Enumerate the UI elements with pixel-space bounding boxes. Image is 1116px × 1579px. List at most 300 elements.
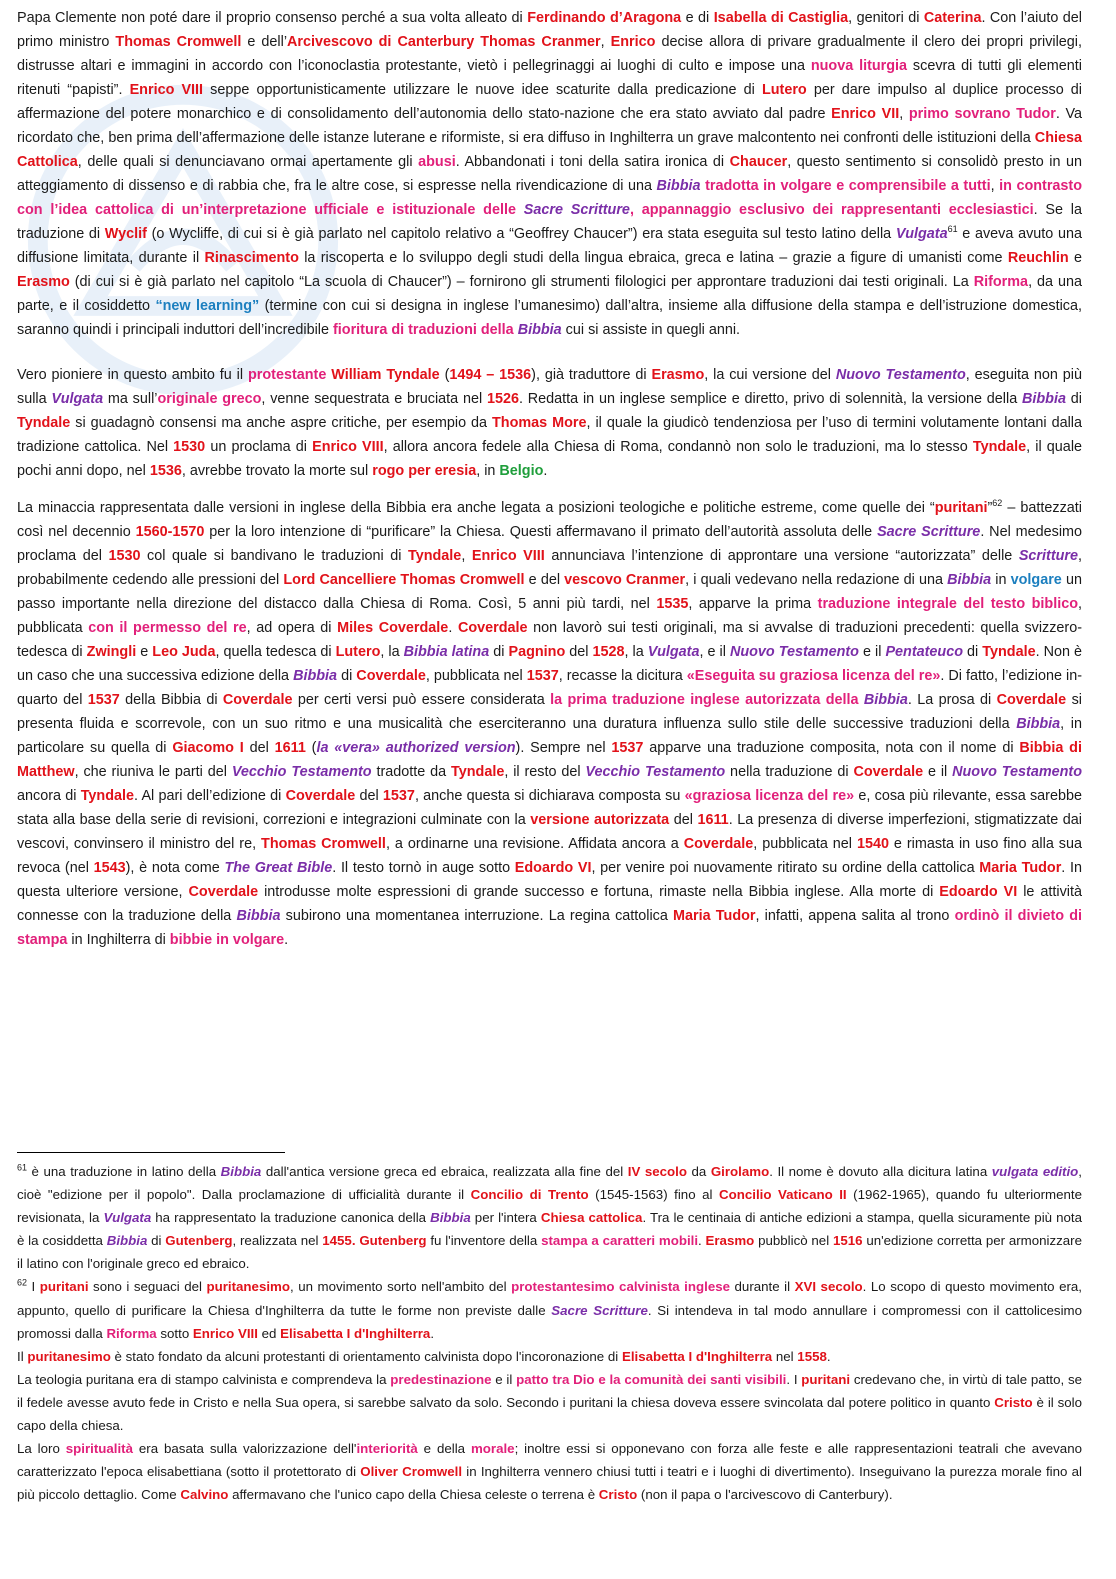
highlighted-term: Bibbia <box>220 1164 262 1179</box>
text-run: durante il <box>730 1279 795 1295</box>
highlighted-term: puritani <box>801 1371 851 1387</box>
text-run: cui si assiste in quegli anni. <box>561 322 741 338</box>
text-run: I <box>27 1279 40 1295</box>
text-run: e, cosa più rilevante, essa sarebbe stata alla base della serie di revisioni, correzioni e integrazioni culminate con la <box>17 788 1082 828</box>
text-run: , in particolare su quella di <box>17 716 1082 756</box>
text-run: , anche questa si dichiarava composta su <box>414 788 685 804</box>
text-run: , il quale la giudicò tendenziosa per l’uso di termini volutamente lontani dalla tradizione cattolica. Nel <box>17 415 1082 455</box>
highlighted-term: William Tyndale <box>331 367 440 383</box>
highlighted-term: Caterina <box>923 10 982 26</box>
text-run: , venne sequestrata e bruciata nel <box>261 391 487 407</box>
highlighted-term: Lutero <box>761 82 807 98</box>
highlighted-term: Coverdale <box>996 692 1067 708</box>
text-run: e rimasta in uso fino alla sua revoca (nel <box>17 836 1082 876</box>
highlighted-term: tradotta in volgare e comprensibile a tutti <box>705 178 991 194</box>
text-run: e della <box>417 1441 471 1457</box>
text-run: . <box>698 1233 706 1249</box>
text-run: La minaccia rappresentata dalle versioni in inglese della Bibbia era anche legata a posizioni teologiche e politiche estreme, come quelle dei “ <box>17 500 935 516</box>
text-run: del <box>565 644 593 660</box>
highlighted-term: Sacre Scritture <box>551 1302 648 1318</box>
text-run: Vero pioniere in questo ambito fu il <box>17 367 248 383</box>
text-run: , delle quali si denunciavano ormai apertamente gli <box>77 154 419 170</box>
text-run: un'edizione corretta per armonizzare il latino con l'originale greco ed ebraico. <box>17 1233 1082 1272</box>
highlighted-term: Gutenberg <box>359 1233 427 1249</box>
highlighted-term: stampa a caratteri mobili <box>541 1233 699 1249</box>
text-run: e aveva avuto una diffusione limitata, durante il <box>17 226 1082 266</box>
text-run: , i quali vedevano nella redazione di una <box>685 572 948 588</box>
text-run: . Nel medesimo proclama del <box>17 524 1083 564</box>
highlighted-term: Nuovo Testamento <box>729 644 859 660</box>
highlighted-term: patto tra Dio e la comunità dei santi visibili <box>516 1371 787 1387</box>
text-run: , questo sentimento si consolidò presto in un atteggiamento di dissenso e di rabbia che, fra le altre cose, si espresse nella rivendicazione di una <box>17 154 1083 194</box>
text-run: , il quale pochi anni dopo, nel <box>17 439 1083 479</box>
text-run: , recasse la dicitura <box>558 668 687 684</box>
highlighted-term: la «vera» authorized version <box>316 740 516 756</box>
text-run: e <box>1068 250 1082 266</box>
highlighted-term: 1537 <box>87 692 120 708</box>
text-run: , eseguita non più sulla <box>17 367 1083 407</box>
highlighted-term: 1526 <box>486 391 519 407</box>
highlighted-term: Tyndale <box>982 644 1036 660</box>
text-run: . <box>448 620 458 636</box>
highlighted-term: Reuchlin <box>1007 250 1069 266</box>
text-run: nel <box>772 1348 798 1364</box>
text-run: . In questa ulteriore versione, <box>17 860 1083 900</box>
text-run: ( <box>439 367 450 383</box>
highlighted-term: 1537 <box>611 740 644 756</box>
highlighted-term: puritanesimo <box>27 1348 111 1364</box>
highlighted-term: Coverdale <box>356 668 426 684</box>
highlighted-term: Vecchio Testamento <box>585 764 726 780</box>
text-run: del <box>355 788 383 804</box>
footnote-62 <box>17 1275 1082 1344</box>
highlighted-term: versione autorizzata <box>530 812 670 828</box>
highlighted-term: con il permesso del re <box>88 620 247 636</box>
highlighted-term: 1494 – 1536 <box>449 367 532 383</box>
text-run: ha rappresentato la traduzione canonica della <box>151 1210 431 1226</box>
text-run: . <box>826 1348 831 1364</box>
text-run: la riscoperta e lo sviluppo degli studi della lingua ebraica, greca e latina – grazie a figure di umanisti come <box>298 250 1008 266</box>
highlighted-term: Ferdinando d’Aragona <box>527 10 682 26</box>
highlighted-term: vescovo Cranmer <box>564 572 686 588</box>
text-run: della Bibbia di <box>119 692 223 708</box>
text-run: del <box>243 740 275 756</box>
highlighted-term: XVI secolo <box>794 1279 863 1295</box>
text-run: scevra di tutti gli elementi ritenuti “papisti”. <box>17 58 1082 98</box>
highlighted-term: Arcivescovo di Canterbury Thomas Cranmer <box>287 34 601 50</box>
text-run: , genitori di <box>848 10 924 26</box>
highlighted-term: Coverdale <box>285 788 356 804</box>
highlighted-term: Enrico VII <box>831 106 900 122</box>
highlighted-term: Tyndale <box>972 439 1027 455</box>
highlighted-term: 1535 <box>656 596 689 612</box>
text-run: , avrebbe trovato la morte sul <box>181 463 373 479</box>
highlighted-term: Enrico VIII <box>312 439 384 455</box>
highlighted-term: Sacre Scritture <box>523 202 630 218</box>
highlighted-term: abusi <box>418 154 456 170</box>
text-run: di <box>337 668 357 684</box>
highlighted-term: Tyndale <box>408 548 462 564</box>
highlighted-term: Bibbia di Matthew <box>17 740 1082 780</box>
text-run: , per venire poi nuovamente ritirato su ordine della cattolica <box>591 860 980 876</box>
highlighted-term: Nuovo Testamento <box>835 367 966 383</box>
highlighted-term: Erasmo <box>17 274 70 290</box>
highlighted-term: Tyndale <box>17 415 71 431</box>
text-run: . Lo scopo di questo movimento era, appunto, quello di purificare la Chiesa d'Inghilterra da tutte le forme non previste dalle <box>17 1279 1082 1318</box>
highlighted-term: spiritualità <box>65 1441 133 1457</box>
highlighted-term: Coverdale <box>683 836 754 852</box>
text-run: . La prosa di <box>907 692 997 708</box>
highlighted-term: 1611 <box>697 812 729 828</box>
text-run: , pubblicata nel <box>425 668 527 684</box>
paragraph-1 <box>17 6 1082 342</box>
text-run: pubblicò nel <box>754 1233 833 1249</box>
highlighted-term: Tyndale <box>80 788 134 804</box>
text-run: . Al pari dell’edizione di <box>134 788 286 804</box>
text-run: da <box>686 1164 711 1179</box>
text-run: , <box>600 34 611 50</box>
text-run: è stato fondato da alcuni protestanti di orientamento calvinista dopo l'incoronazione di <box>110 1348 622 1364</box>
text-run: introdusse molte espressioni di grande successo e fortuna, rimaste nella Bibbia inglese. Alla morte di <box>258 884 940 900</box>
text-run: le attività connesse con la traduzione della <box>17 884 1082 924</box>
text-run: , e il <box>699 644 730 660</box>
highlighted-term: puritani <box>934 500 988 516</box>
text-run: . Il testo tornò in auge sotto <box>332 860 515 876</box>
text-run: . Con l’aiuto del primo ministro <box>17 10 1082 50</box>
footnote-separator <box>17 1152 285 1153</box>
text-run: . <box>284 932 289 948</box>
footnote-ref: 62 <box>992 498 1003 509</box>
text-run: ancora di <box>17 788 81 804</box>
highlighted-term: puritanesimo <box>206 1279 290 1295</box>
highlighted-term: Cristo <box>598 1487 638 1503</box>
text-run: La teologia puritana era di stampo calvinista e comprendeva la <box>17 1371 391 1387</box>
highlighted-term: Scritture <box>1018 548 1079 564</box>
text-run: e il <box>858 644 886 660</box>
text-run: credevano che, in virtù di tale patto, se il fedele avesse avuto fede in Cristo e nella Sua opera, si sarebbe salvato da solo. Secondo i puritani la chiesa doveva essere svincolata dal potere politico in quanto <box>17 1371 1082 1410</box>
highlighted-term: Girolamo <box>710 1164 770 1179</box>
highlighted-term: 1536 <box>149 463 182 479</box>
text-run: del <box>669 812 698 828</box>
text-run: . Non è un caso che una successiva edizione della <box>17 644 1083 684</box>
text-run: sotto <box>156 1325 193 1341</box>
text-run: subirono una momentanea interruzione. La regina cattolica <box>280 908 674 924</box>
text-run: un proclama di <box>205 439 313 455</box>
highlighted-term: Wyclif <box>104 226 147 242</box>
text-run: . Se la traduzione di <box>17 202 1082 242</box>
footnote-61 <box>17 1160 1082 1275</box>
text-run: tradotte da <box>371 764 452 780</box>
text-run: si presenta fluida e scorrevole, con un suo ritmo e una musicalità che eserciteranno una duratura influenza sullo stile delle successive traduzioni della <box>17 692 1082 732</box>
highlighted-term: «graziosa licenza del re» <box>684 788 855 804</box>
footnote-ref: 62 <box>17 1278 28 1289</box>
text-run: , in <box>476 463 500 479</box>
text-run: di <box>489 644 509 660</box>
text-run: di <box>963 644 983 660</box>
text-run: , ad opera di <box>246 620 338 636</box>
text-run: (1545-1563) fino al <box>588 1187 720 1203</box>
highlighted-term: Pentateuco <box>885 644 964 660</box>
text-run: decise allora di privare gradualmente il clero dei propri privilegi, distrusse altari e immagini in accordo con l’iconoclastia protestante, vietò i pellegrinaggi ai luoghi di culto e impose una <box>17 34 1082 74</box>
highlighted-term: Thomas Cromwell <box>115 34 242 50</box>
text-run: col quale si bandivano le traduzioni di <box>140 548 408 564</box>
text-run: , <box>990 178 1000 194</box>
highlighted-term: vulgata editio <box>991 1164 1079 1179</box>
highlighted-term: , appannaggio esclusivo dei rappresentanti ecclesiastici <box>629 202 1034 218</box>
highlighted-term: Coverdale <box>188 884 259 900</box>
highlighted-term: Vulgata <box>51 391 104 407</box>
highlighted-term: 1528 <box>592 644 625 660</box>
highlighted-term: Belgio <box>499 463 544 479</box>
highlighted-term: fioritura di traduzioni della <box>332 322 518 338</box>
text-run: (non il papa o l'arcivescovo di Canterbury). <box>637 1487 893 1503</box>
highlighted-term: Tyndale <box>451 764 505 780</box>
text-run: , cioè "edizione per il popolo". Dalla proclamazione di ufficialità durante il <box>17 1164 1082 1203</box>
footnote-ref: 61 <box>947 224 958 235</box>
text-run: (o Wycliffe, di cui si è già parlato nel capitolo relativo a “Geoffrey Chaucer”) era stata eseguita sul testo latino della <box>146 226 896 242</box>
text-run: ). Sempre nel <box>515 740 612 756</box>
text-run: ( <box>305 740 317 756</box>
highlighted-term: Bibbia <box>517 322 562 338</box>
highlighted-term: Thomas More <box>492 415 587 431</box>
text-run: . La presenza di diverse imperfezioni, stigmatizzate dai vescovi, convinsero il ministro del re, <box>17 812 1082 852</box>
highlighted-term: Bibbia <box>947 572 992 588</box>
highlighted-term: Vulgata <box>895 226 948 242</box>
paragraph-2 <box>17 363 1082 483</box>
text-run: e il <box>491 1371 517 1387</box>
footnote-62-theology <box>17 1368 1082 1437</box>
text-run: . <box>430 1325 435 1341</box>
highlighted-term: Leo Juda <box>152 644 216 660</box>
text-run: , che riuniva le parti del <box>74 764 232 780</box>
highlighted-term: 1530 <box>173 439 206 455</box>
text-run: La loro <box>17 1441 66 1457</box>
highlighted-term: “new learning” <box>155 298 260 314</box>
text-run: in Inghilterra di <box>67 932 170 948</box>
highlighted-term: 1537 <box>382 788 415 804</box>
text-run: e <box>136 644 153 660</box>
highlighted-term: Chiesa Cattolica <box>17 130 1082 170</box>
highlighted-term: Giacomo I <box>172 740 244 756</box>
highlighted-term: Chiesa cattolica <box>540 1210 643 1226</box>
highlighted-term: Coverdale <box>222 692 293 708</box>
highlighted-term: Bibbia <box>656 178 701 194</box>
main-text <box>17 6 1082 952</box>
text-run: per certi versi può essere considerata <box>292 692 551 708</box>
text-run: affermavano che l'unico capo della Chiesa celeste o terrena è <box>228 1487 599 1503</box>
highlighted-term: 1516 <box>832 1233 863 1249</box>
highlighted-term: Chaucer <box>729 154 788 170</box>
text-run: . Il nome è dovuto alla dicitura latina <box>769 1164 992 1179</box>
text-run: . Abbandonati i toni della satira ironica di <box>455 154 730 170</box>
text-run: , apparve la prima <box>688 596 818 612</box>
highlighted-term: «Eseguita su graziosa licenza del re» <box>686 668 941 684</box>
text-run: , da una parte, e il cosiddetto <box>17 274 1082 314</box>
text-run: , infatti, appena salita al trono <box>755 908 955 924</box>
text-run: , il resto del <box>504 764 586 780</box>
text-run: ), già traduttore di <box>531 367 652 383</box>
highlighted-term: Coverdale <box>853 764 924 780</box>
highlighted-term: primo sovrano Tudor <box>908 106 1056 122</box>
text-run: , la <box>624 644 648 660</box>
highlighted-term: Thomas Cromwell <box>261 836 386 852</box>
highlighted-term: Enrico VIII <box>129 82 204 98</box>
highlighted-term: Vecchio Testamento <box>231 764 372 780</box>
highlighted-term: Calvino <box>180 1487 229 1503</box>
text-run: è il solo capo della chiesa. <box>17 1394 1082 1434</box>
text-run: , quella tedesca di <box>215 644 336 660</box>
highlighted-term: Vulgata <box>103 1210 152 1226</box>
text-run: fu l'inventore della <box>426 1233 542 1249</box>
text-run: si guadagnò consensi ma anche aspre critiche, per esempio da <box>70 415 493 431</box>
highlighted-term: Riforma <box>973 274 1029 290</box>
text-run: e di <box>681 10 714 26</box>
text-run: , <box>899 106 909 122</box>
paragraph-3 <box>17 496 1082 952</box>
highlighted-term: Miles Coverdale <box>337 620 449 636</box>
highlighted-term: 1540 <box>856 836 889 852</box>
text-run: . Redatta in un inglese semplice e diretto, privo di solennità, la versione della <box>518 391 1022 407</box>
text-run: , un movimento sorto nell'ambito del <box>290 1279 512 1295</box>
text-run: ed <box>257 1325 281 1341</box>
text-run: , la cui versione del <box>704 367 836 383</box>
text-run: . Va ricordato che, ben prima dell’affermazione delle istanze luterane e riformiste, si era diffuso in Inghilterra un grave malcontento nei confronti delle istituzioni della <box>17 106 1082 146</box>
text-run: (di cui si è già parlato nel capitolo “La scuola di Chaucer”) – fornirono gli strumenti filologici per approntare traduzioni dai testi originali. La <box>69 274 974 290</box>
highlighted-term: Pagnino <box>508 644 566 660</box>
text-run: era basata sulla valorizzazione dell' <box>133 1441 357 1457</box>
highlighted-term: bibbie in volgare <box>169 932 285 948</box>
text-run: e il <box>923 764 953 780</box>
text-run: . Tra le centinaia di antiche edizioni a stampa, quella sicuramente più nota è la cosiddetta <box>17 1210 1082 1249</box>
text-run: , realizzata nel <box>232 1233 323 1249</box>
highlighted-term: 1537 <box>526 668 559 684</box>
text-run: in Inghilterra vennero chiusi tutti i teatri e i luoghi di divertimento). Inseguivano la purezza morale fino al più piccolo dettaglio. Come <box>17 1464 1082 1503</box>
text-run: nella traduzione di <box>725 764 854 780</box>
highlighted-term: Rinascimento <box>204 250 299 266</box>
text-run: di <box>147 1233 166 1249</box>
text-run: , a ordinarne una revisione. Affidata ancora a <box>385 836 684 852</box>
text-run: per dare impulso al duplice processo di affermazione del potere monarchico e di consolidamento dell’autonomia dello stato-nazione che era stato avviato dal padre <box>17 82 1083 122</box>
text-run: . <box>543 463 548 479</box>
highlighted-term: 1543 <box>93 860 126 876</box>
text-run: (termine con cui si designa in inglese l’umanesimo) dall’altra, insieme alla diffusione della stampa e dell’istruzione domestica, saranno quindi i principali induttori dell’incredibile <box>17 298 1082 338</box>
text-run: . Si intendeva in tal modo annullare i compromessi con il cattolicesimo promossi dalla <box>17 1302 1082 1341</box>
highlighted-term: Isabella di Castiglia <box>713 10 849 26</box>
text-run: è una traduzione in latino della <box>27 1164 221 1179</box>
text-run: – battezzati così nel decennio <box>17 500 1082 540</box>
highlighted-term: Riforma <box>106 1325 157 1341</box>
highlighted-term: puritani <box>39 1279 89 1295</box>
highlighted-term: Coverdale <box>457 620 528 636</box>
highlighted-term: Edoardo VI <box>514 860 592 876</box>
highlighted-term: morale <box>470 1441 515 1457</box>
text-run: ma sull’ <box>103 391 158 407</box>
footnote-62-spirituality <box>17 1437 1082 1506</box>
highlighted-term: interiorità <box>356 1441 418 1457</box>
highlighted-term: 1558 <box>797 1348 827 1364</box>
text-run: in <box>991 572 1011 588</box>
highlighted-term: rogo per eresia <box>372 463 477 479</box>
highlighted-term: Sacre Scritture <box>877 524 981 540</box>
text-run: ), è nota come <box>125 860 225 876</box>
highlighted-term: Concilio di Trento <box>470 1187 589 1203</box>
text-run: , allora ancora fedele alla Chiesa di Roma, condannò non solo le traduzioni, ma lo stesso <box>383 439 973 455</box>
highlighted-term: volgare <box>1010 572 1062 588</box>
highlighted-term: in contrasto con l’idea cattolica di un’interpretazione ufficiale e istituzionale delle <box>17 178 1083 218</box>
highlighted-term: Bibbia <box>430 1210 471 1226</box>
text-run: di <box>1065 391 1082 407</box>
text-run: Papa Clemente non poté dare il proprio consenso perché a sua volta alleato di <box>17 10 528 26</box>
highlighted-term: Enrico VIII <box>192 1325 258 1341</box>
highlighted-term: protestantesimo calvinista inglese <box>511 1279 731 1295</box>
highlighted-term: Zwingli <box>86 644 137 660</box>
text-run: Il <box>17 1348 28 1364</box>
highlighted-term: Concilio Vaticano II <box>719 1187 847 1203</box>
highlighted-term: The Great Bible <box>224 860 333 876</box>
highlighted-term: Nuovo Testamento <box>952 764 1082 780</box>
highlighted-term: protestante <box>247 367 327 383</box>
highlighted-term: traduzione integrale del testo biblico <box>817 596 1078 612</box>
footnote-ref: 61 <box>17 1162 28 1173</box>
text-run: dall'antica versione greca ed ebraica, realizzata alla fine del <box>261 1164 628 1179</box>
highlighted-term: Bibbia latina <box>403 644 490 660</box>
highlighted-term: Erasmo <box>705 1233 755 1249</box>
text-run: per l'intera <box>470 1210 541 1226</box>
text-run: per la loro intenzione di “purificare” la Chiesa. Questi affermavano il primato dell’autorità assoluta delle <box>204 524 878 540</box>
highlighted-term: Elisabetta I d'Inghilterra <box>621 1348 773 1364</box>
highlighted-term: Enrico <box>610 34 656 50</box>
highlighted-term: Erasmo <box>651 367 705 383</box>
text-run: seppe opportunisticamente utilizzare le nuove idee scaturite dalla predicazione di <box>203 82 762 98</box>
text-run: . Di fatto, l’edizione in-quarto del <box>17 668 1082 708</box>
highlighted-term: Lutero <box>335 644 381 660</box>
text-run: e del <box>524 572 565 588</box>
highlighted-term: Bibbia <box>293 668 338 684</box>
footnotes <box>17 1160 1082 1506</box>
text-run: . I <box>786 1371 802 1387</box>
footnote-62-continued <box>17 1345 1082 1368</box>
highlighted-term: ordinò il divieto di stampa <box>17 908 1082 948</box>
text-run: annunciava l’intenzione di approntare una versione “autorizzata” delle <box>544 548 1019 564</box>
text-run: ” <box>987 500 993 516</box>
highlighted-term: nuova liturgia <box>810 58 908 74</box>
text-run: apparve una traduzione composita, nota con il nome di <box>643 740 1020 756</box>
highlighted-term: Bibbia <box>1016 716 1061 732</box>
text-run: sono i seguaci del <box>88 1279 207 1295</box>
highlighted-term: predestinazione <box>390 1371 492 1387</box>
highlighted-term: 1611 <box>274 740 306 756</box>
text-run: (1962-1965), quando fu ulteriormente revisionata, la <box>17 1187 1082 1226</box>
text-run: un passo importante nella direzione del distacco dalla Chiesa di Roma. Così, 5 anni più tardi, nel <box>17 572 1082 612</box>
text-run: , probabilmente cedendo alle pressioni del <box>17 548 1083 588</box>
text-run: , pubblicata <box>17 596 1082 636</box>
text-run: , la <box>380 644 404 660</box>
highlighted-term: Bibbia <box>1022 391 1066 407</box>
highlighted-term: la prima traduzione inglese autorizzata della <box>550 692 864 708</box>
highlighted-term: Lord Cancelliere Thomas Cromwell <box>283 572 525 588</box>
highlighted-term: Gutenberg <box>165 1233 233 1249</box>
highlighted-term: Oliver Cromwell <box>360 1464 463 1480</box>
text-run: e dell’ <box>241 34 288 50</box>
highlighted-term: Cristo <box>994 1394 1033 1410</box>
text-run: , <box>461 548 472 564</box>
highlighted-term: 1530 <box>108 548 141 564</box>
text-run: , pubblicata nel <box>753 836 857 852</box>
highlighted-term: Maria Tudor <box>673 908 756 924</box>
highlighted-term: Bibbia <box>863 692 908 708</box>
highlighted-term: Vulgata <box>647 644 700 660</box>
highlighted-term: Enrico VIII <box>471 548 545 564</box>
